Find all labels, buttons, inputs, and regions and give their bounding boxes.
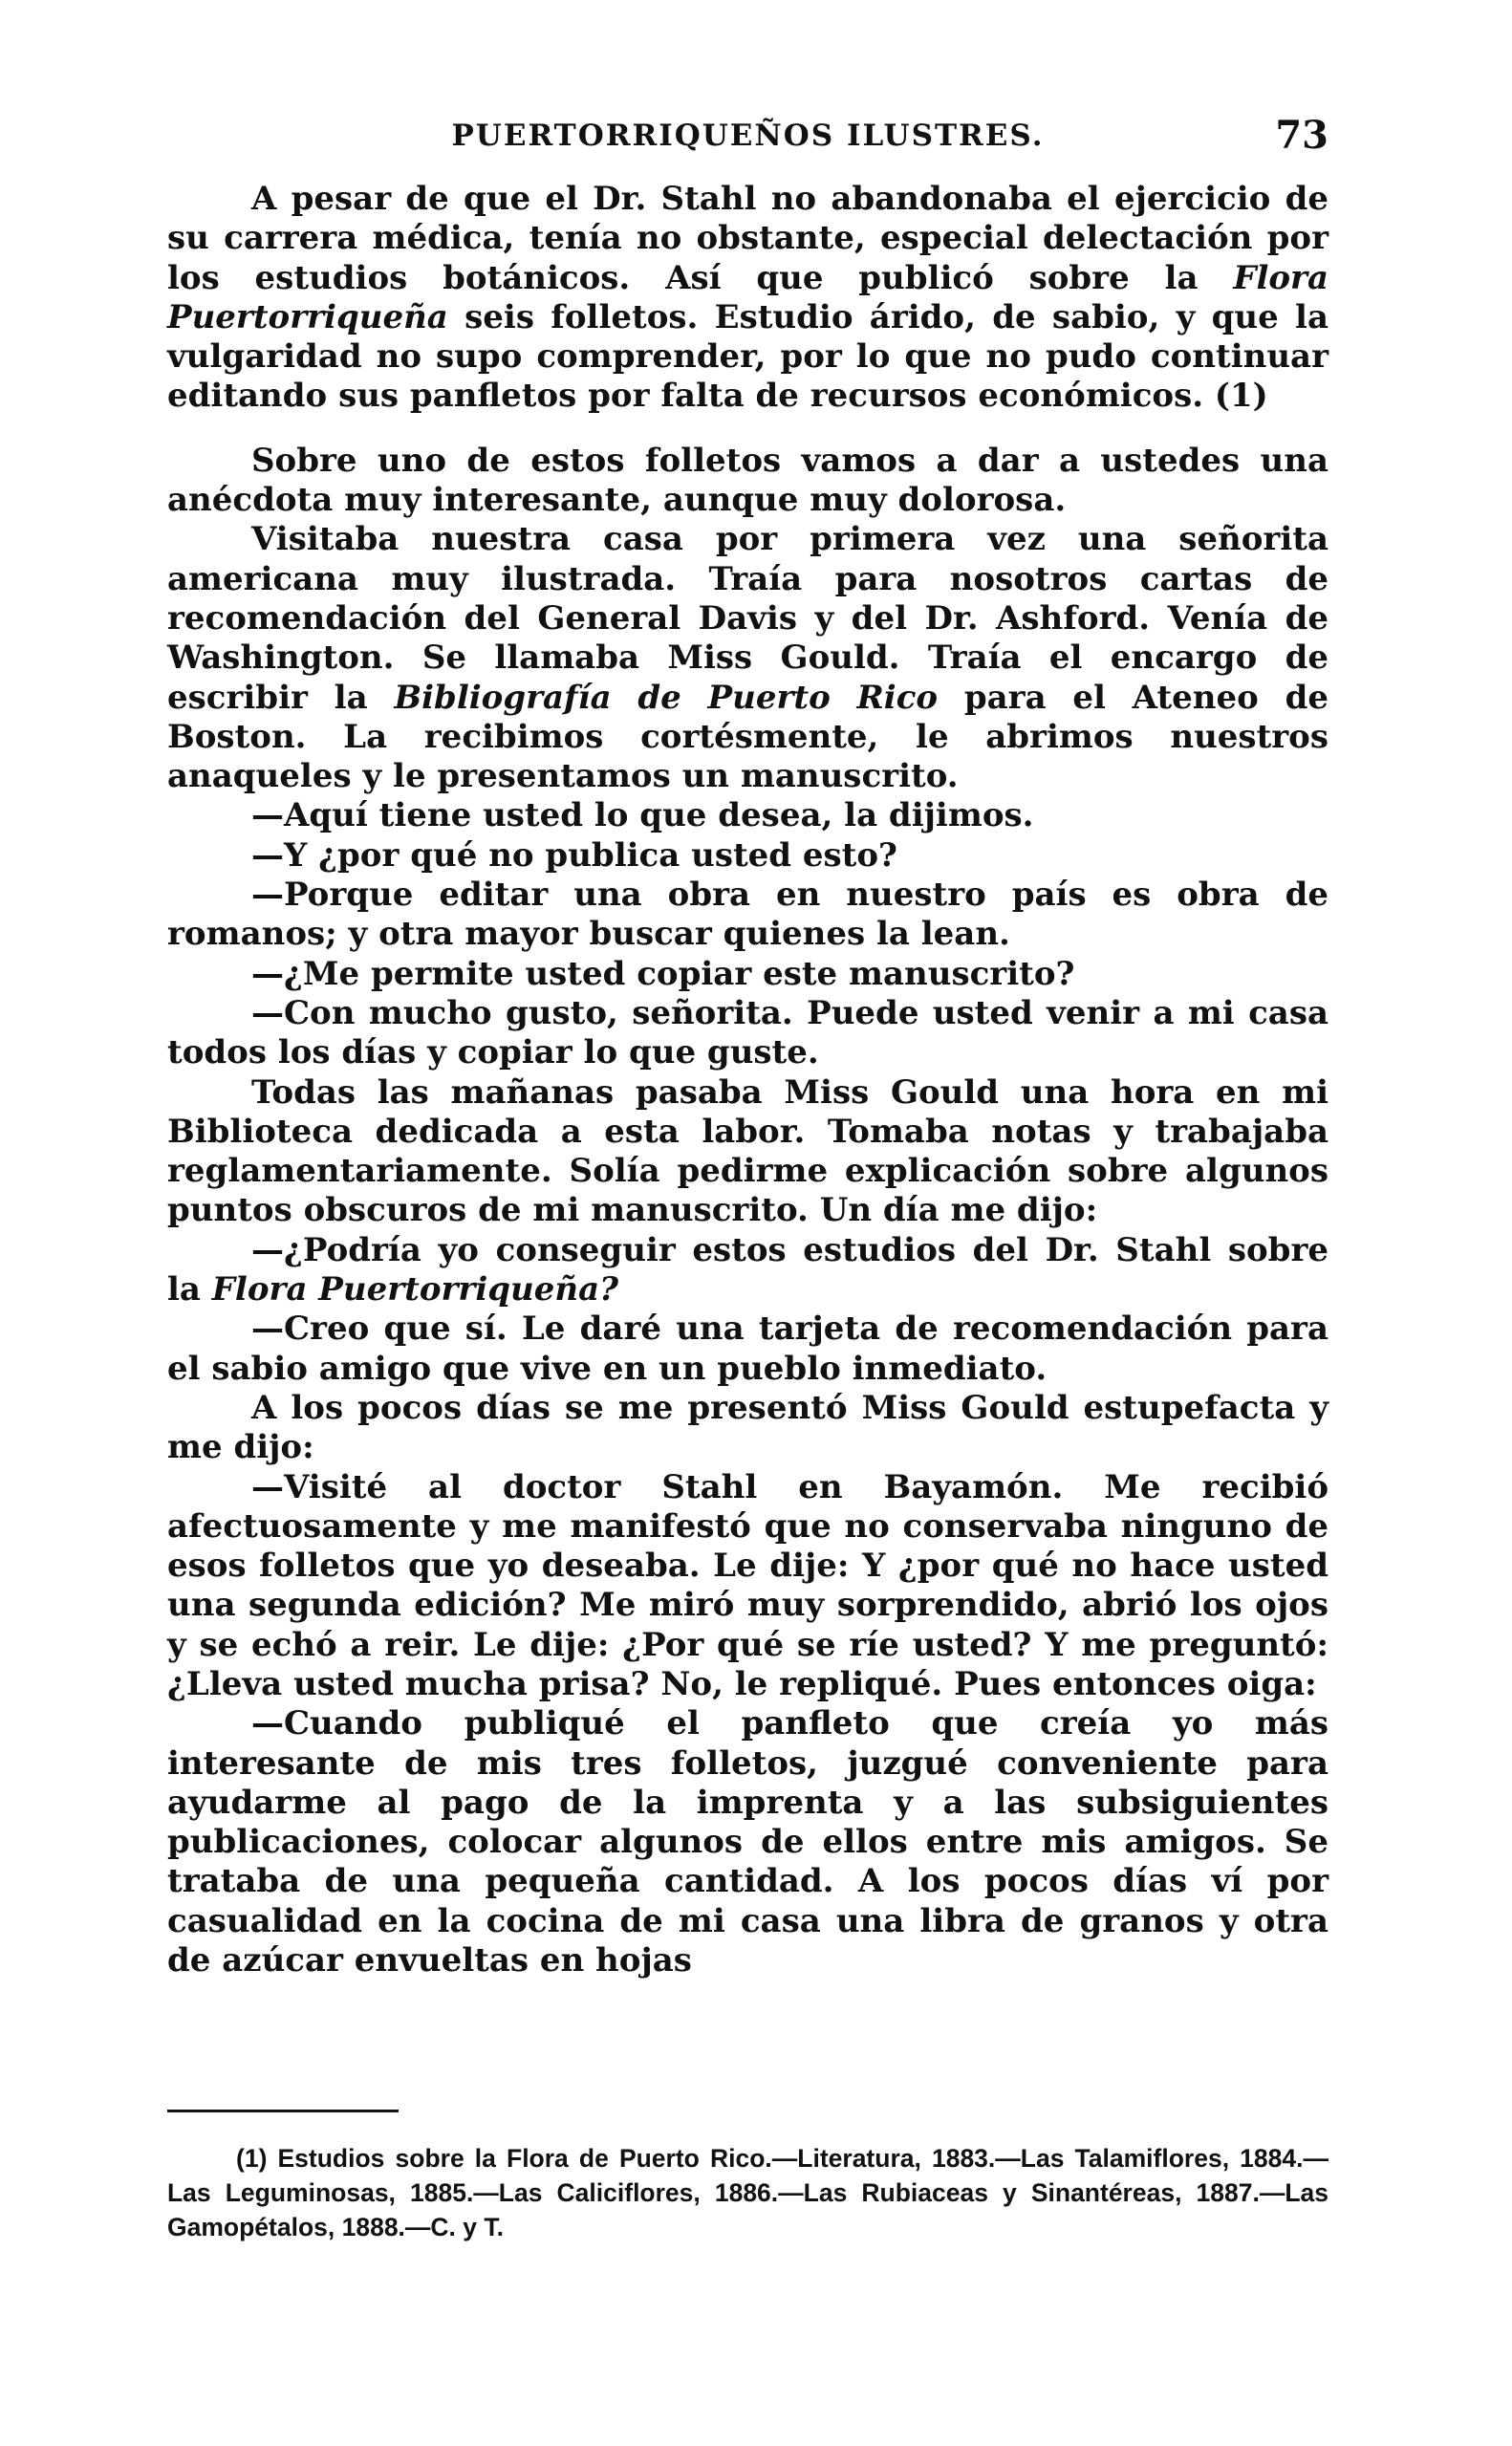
paragraph: [167, 520, 1328, 796]
body-text: [167, 180, 1328, 1981]
dialogue-line: —Cuando publiqué el panfleto que creía yo más interesante de mis tres folletos, juzgué conveniente para ayudarme al pago de la imprenta y a las subsiguientes publicaciones, colocar algunos de ellos entre mis amigos. Se trataba de una pequeña cantidad. A los pocos días ví por casualidad en la cocina de mi casa una libra de granos y otra de azúcar envueltas en hojas: [167, 1704, 1328, 1981]
page-header: [167, 113, 1328, 170]
paragraph-text: A pesar de que el Dr. Stahl no abandonaba el ejercicio de su carrera médica, tenía no obstante, especial delectación por los estudios botánicos. Así que publicó sobre la: [167, 180, 1328, 297]
dialogue-line: —Porque editar una obra en nuestro país es obra de romanos; y otra mayor buscar quienes la lean.: [167, 876, 1328, 954]
paragraph-text: para el Ateneo de Boston. La recibimos cortésmente, le abrimos nuestros anaqueles y le presentamos un manuscrito.: [167, 678, 1328, 796]
italic-title: Flora Puertorriqueña?: [211, 1270, 619, 1310]
dialogue-line: —Y ¿por qué no publica usted esto?: [251, 835, 897, 875]
dialogue-line: [167, 1231, 1328, 1310]
paragraph: A los pocos días se me presentó Miss Gould estupefacta y me dijo:: [167, 1388, 1328, 1467]
dialogue-line: —Con mucho gusto, señorita. Puede usted venir a mi casa todos los días y copiar lo que guste.: [167, 993, 1328, 1072]
footnote-rule: [167, 2110, 399, 2112]
dialogue-line: —Aquí tiene usted lo que desea, la dijimos.: [251, 796, 1034, 835]
paragraph: [167, 180, 1328, 417]
italic-title: Flora Puertorriqueña: [167, 258, 1328, 336]
paragraph: Sobre uno de estos folletos vamos a dar a ustedes una anécdota muy interesante, aunque muy dolorosa.: [167, 441, 1328, 520]
dialogue-line: —¿Me permite usted copiar este manuscrito?: [251, 954, 1075, 993]
italic-title: Bibliografía de Puerto Rico: [394, 678, 939, 717]
footnote: (1) Estudios sobre la Flora de Puerto Rico.—Literatura, 1883.—Las Talamiflores, 1884.—Las Leguminosas, 1885.—Las Caliciflores, 1886.—Las Rubiaceas y Sinantéreas, 1887.—Las Gamopétalos, 1888.—C. y T.: [167, 2144, 1328, 2241]
dialogue-line: —Visité al doctor Stahl en Bayamón. Me recibió afectuosamente y me manifestó que no conservaba ninguno de esos folletos que yo deseaba. Le dije: Y ¿por qué no hace usted una segunda edición? Me miró muy sorprendido, abrió los ojos y se echó a reir. Le dije: ¿Por qué se ríe usted? Y me preguntó: ¿Lleva usted mucha prisa? No, le repliqué. Pues entonces oiga:: [167, 1467, 1328, 1703]
paragraph-text: seis folletos. Estudio árido, de sabio, y que la vulgaridad no supo comprender, por lo que no pudo continuar editando sus panfletos por falta de recursos económicos. (1): [167, 297, 1328, 416]
paragraph: Todas las mañanas pasaba Miss Gould una hora en mi Biblioteca dedicada a esta labor. Tomaba notas y trabajaba reglamentariamente. Solía pedirme explicación sobre algunos puntos obscuros de mi manuscrito. Un día me dijo:: [167, 1072, 1328, 1230]
paragraph-text: —¿Podría yo conseguir estos estudios del Dr. Stahl sobre la: [167, 1230, 1328, 1310]
dialogue-line: —Creo que sí. Le daré una tarjeta de recomendación para el sabio amigo que vive en un pueblo inmediato.: [167, 1310, 1328, 1388]
paragraph-text: Visitaba nuestra casa por primera vez una señorita americana muy ilustrada. Traía para nosotros cartas de recomendación del General Davis y del Dr. Ashford. Venía de Washington. Se llamaba Miss Gould. Traía el encargo de escribir la: [167, 520, 1328, 717]
page-number: 73: [1275, 113, 1328, 158]
footnotes: [167, 2141, 1328, 2244]
running-title: PUERTORRIQUEÑOS ILUSTRES.: [451, 119, 1045, 153]
